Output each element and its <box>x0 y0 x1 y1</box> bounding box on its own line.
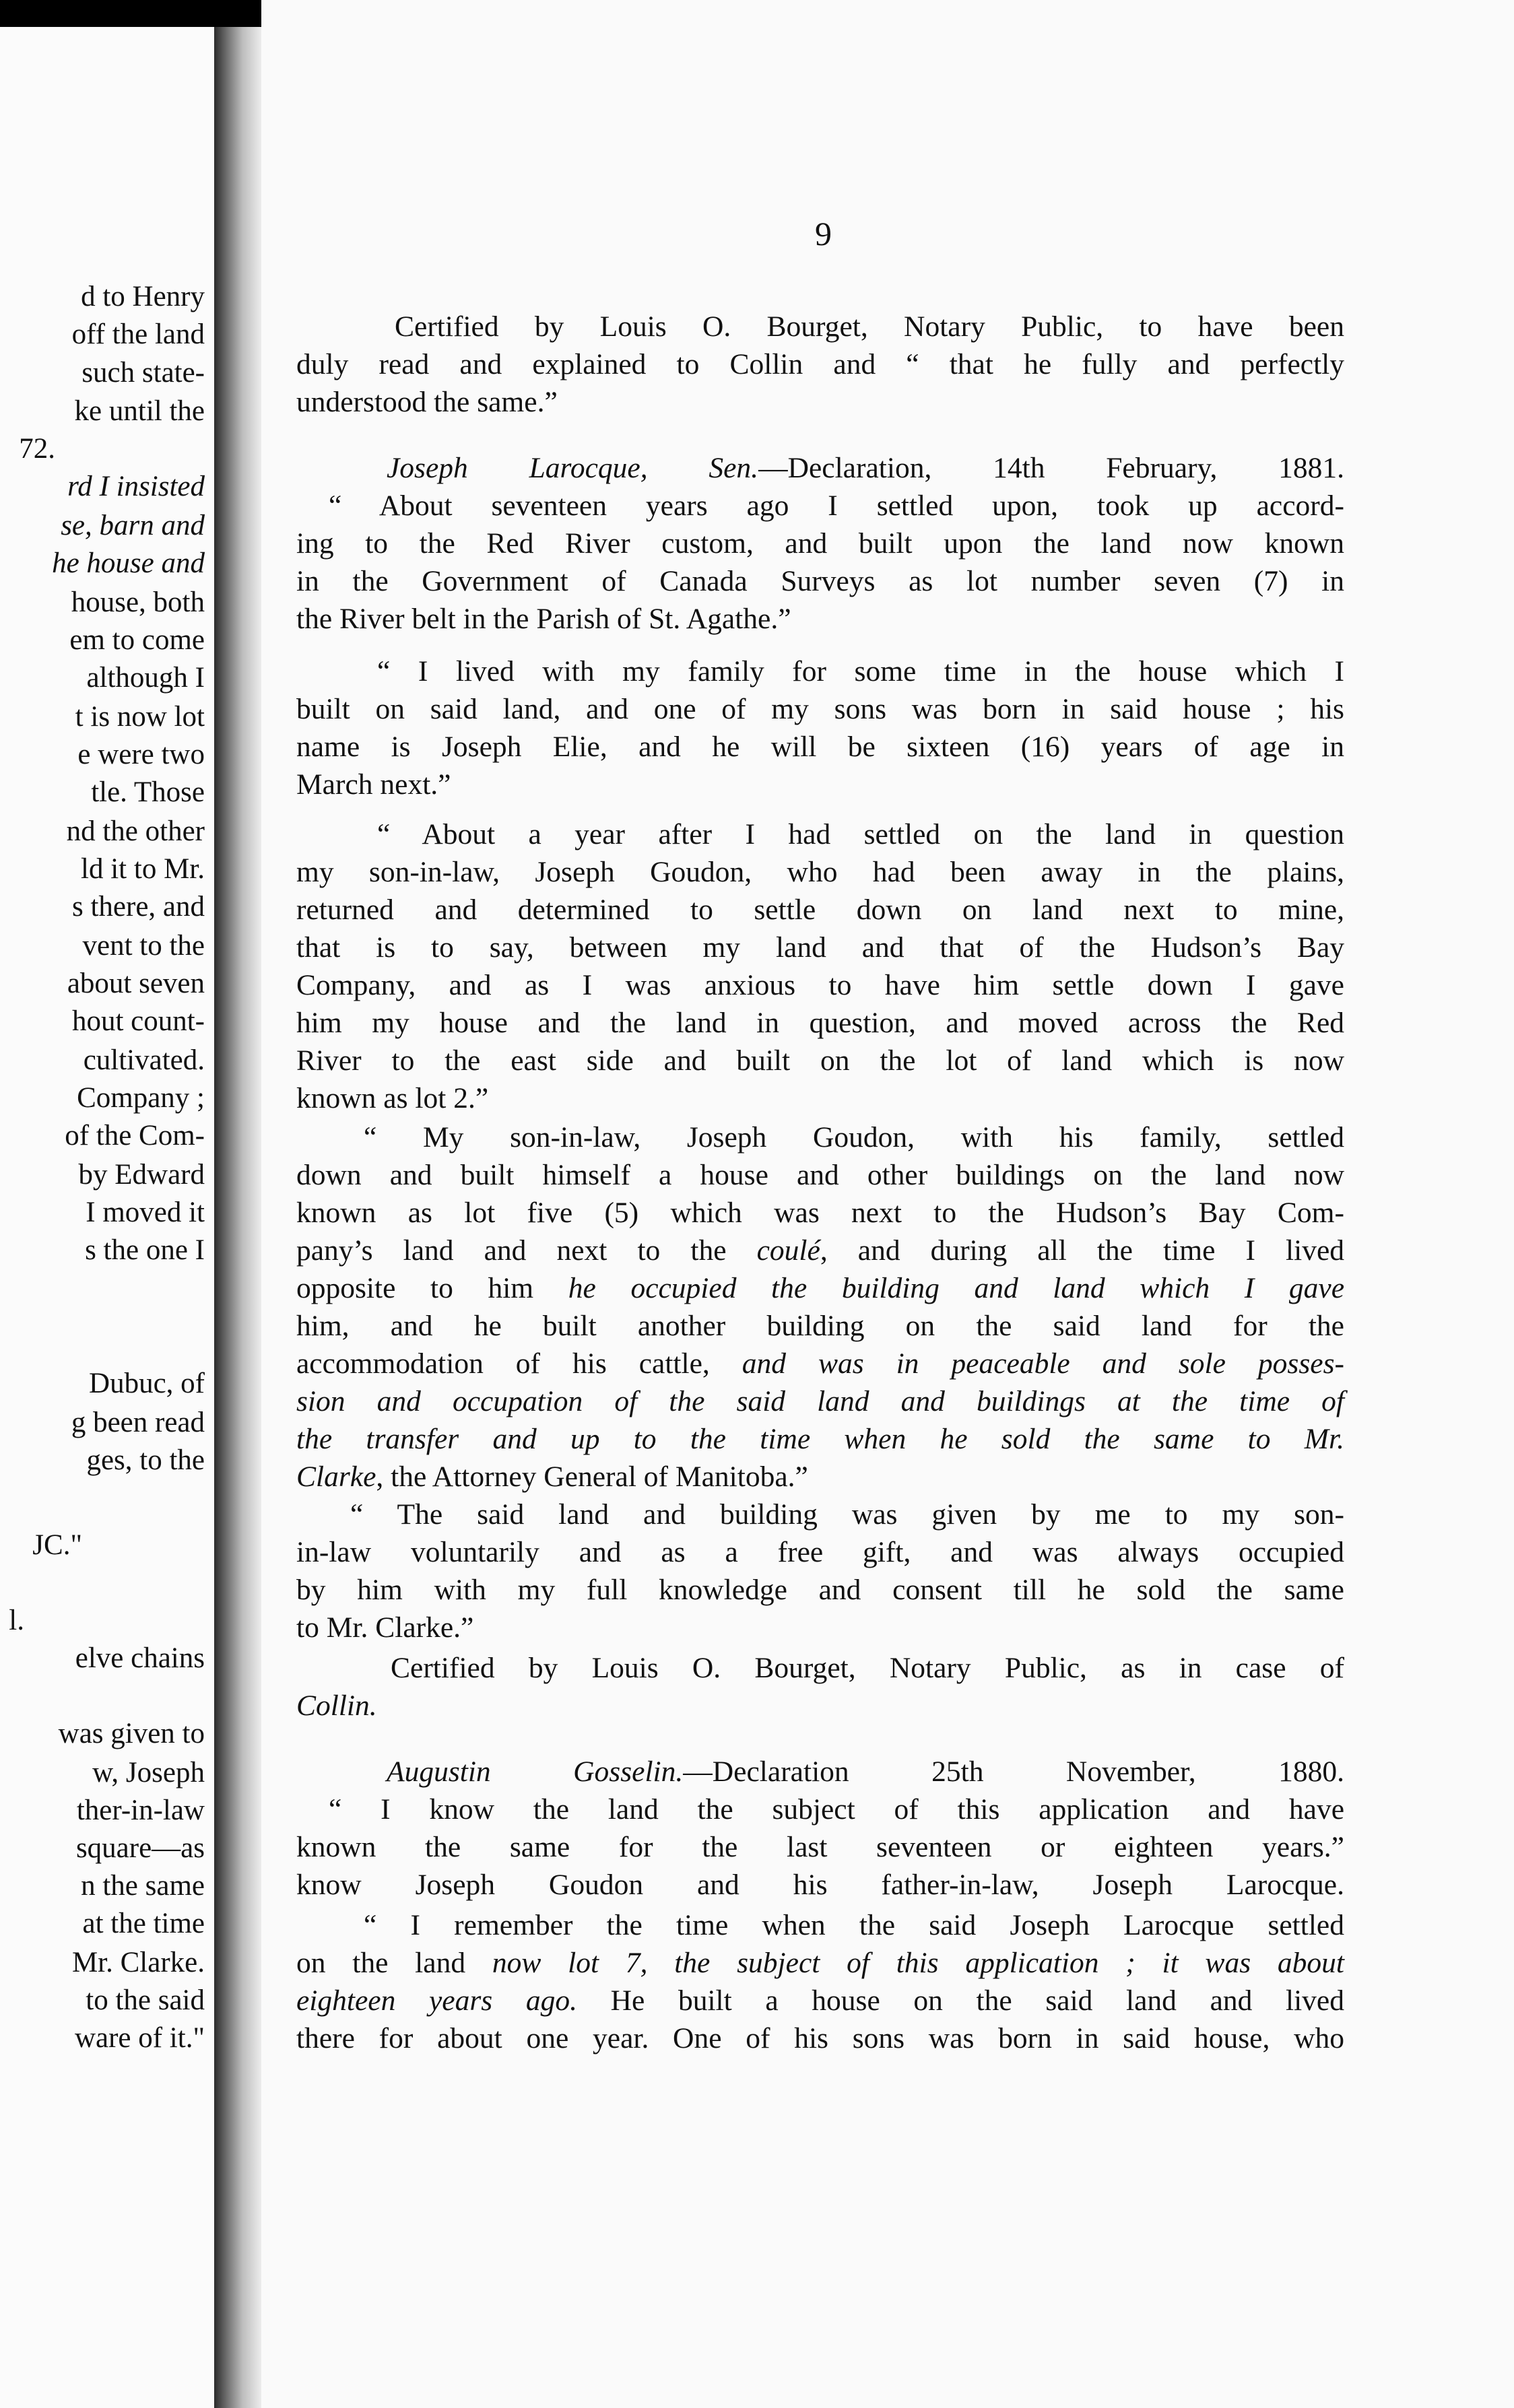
left-line: ke until the <box>74 395 205 427</box>
declaration-date: —Declaration 25th November, 1880. <box>683 1755 1344 1788</box>
text-line <box>296 1982 1344 2019</box>
left-line: ld it to Mr. <box>81 853 205 885</box>
text-line: sion and occupation of the said land and buildings at the time of <box>296 1385 1344 1417</box>
text-run: Clarke <box>296 1461 376 1493</box>
left-line: JC." <box>32 1529 82 1561</box>
text-run: on the land <box>296 1947 492 1979</box>
left-line: Dubuc, of <box>89 1368 205 1399</box>
left-line: although I <box>86 662 205 694</box>
text-line: to Mr. Clarke.” <box>296 1611 474 1644</box>
text-line: known the same for the last seventeen or eighteen years.” <box>296 1831 1344 1863</box>
text-line: by him with my full knowledge and consent till he sold the same <box>296 1574 1344 1606</box>
text-line: my son-in-law, Joseph Goudon, who had been away in the plains, <box>296 856 1344 888</box>
text-run: accommodation of his cattle, <box>296 1347 742 1380</box>
left-line: he house and <box>52 547 205 579</box>
book-gutter <box>214 27 261 2408</box>
text-line: down and built himself a house and other buildings on the land now <box>296 1159 1344 1191</box>
text-line: Company, and as I was anxious to have him settle down I gave <box>296 969 1344 1001</box>
text-line: March next.” <box>296 768 451 801</box>
text-line: ing to the Red River custom, and built upon the land now known <box>296 527 1344 560</box>
left-line: Company ; <box>77 1082 205 1114</box>
text-line: “ I lived with my family for some time in the house which I <box>377 655 1344 688</box>
left-line: d to Henry <box>81 281 205 312</box>
text-run: eighteen years ago. <box>296 1984 577 2017</box>
text-line: in the Government of Canada Surveys as lot number seven (7) in <box>296 565 1344 597</box>
declarant-name: Joseph Larocque, Sen. <box>387 452 759 484</box>
left-line: hout count- <box>71 1005 205 1037</box>
text-line: the River belt in the Parish of St. Agathe.” <box>296 603 791 635</box>
left-line: em to come <box>69 624 205 656</box>
text-line: understood the same.” <box>296 386 558 418</box>
text-line: him, and he built another building on the said land for the <box>296 1310 1344 1342</box>
text-line: known as lot five (5) which was next to the Hudson’s Bay Com- <box>296 1197 1344 1229</box>
text-run: , and during all the time I lived <box>820 1234 1344 1267</box>
text-line: know Joseph Goudon and his father-in-law, Joseph Larocque. <box>296 1869 1344 1901</box>
text-run: He built a house on the said land and lived <box>577 1984 1344 2017</box>
left-line: vent to the <box>82 930 205 962</box>
text-line: built on said land, and one of my sons was born in said house ; his <box>296 693 1344 725</box>
text-line: returned and determined to settle down on land next to mine, <box>296 894 1344 926</box>
left-line: s the one I <box>85 1234 205 1266</box>
text-run: now lot 7, the subject of this application ; it was about <box>492 1947 1344 1979</box>
left-line: Mr. Clarke. <box>71 1947 205 1978</box>
left-line: e were two <box>77 739 205 770</box>
text-line: in-law voluntarily and as a free gift, and was always occupied <box>296 1536 1344 1568</box>
left-line: tle. Those <box>91 776 205 808</box>
text-run: and was in peaceable and sole posses- <box>742 1347 1344 1380</box>
left-line: ware of it." <box>74 2022 205 2054</box>
text-run: coulé <box>756 1234 820 1267</box>
text-run: pany’s land and next to the <box>296 1234 757 1267</box>
left-line: l. <box>9 1605 24 1636</box>
left-line: to the said <box>86 1984 205 2016</box>
text-line: “ My son-in-law, Joseph Goudon, with his family, settled <box>364 1121 1344 1153</box>
left-line: square—as <box>75 1832 205 1864</box>
left-line: g been read <box>71 1407 205 1438</box>
left-line: ges, to the <box>86 1444 205 1476</box>
text-line <box>296 1459 1344 1495</box>
text-line <box>387 450 1344 486</box>
declarant-name: Augustin Gosselin. <box>387 1755 684 1788</box>
left-line: of the Com- <box>65 1120 205 1151</box>
left-line: at the time <box>82 1908 205 1939</box>
text-line: there for about one year. One of his sons was born in said house, who <box>296 2022 1344 2054</box>
text-line: River to the east side and built on the lot of land which is now <box>296 1044 1344 1077</box>
text-line: “ About a year after I had settled on the land in question <box>377 818 1344 850</box>
left-page-fragment <box>0 27 214 2408</box>
left-line: by Edward <box>78 1159 205 1191</box>
left-line: s there, and <box>71 891 205 923</box>
left-line: about seven <box>67 968 205 999</box>
left-line: nd the other <box>66 815 205 847</box>
left-line: w, Joseph <box>92 1757 205 1788</box>
left-line: n the same <box>81 1870 205 1902</box>
left-line: rd I insisted <box>67 471 205 502</box>
left-line: ther-in-law <box>76 1795 205 1826</box>
text-line: the transfer and up to the time when he sold the same to Mr. <box>296 1423 1344 1455</box>
left-line: was given to <box>58 1718 205 1749</box>
text-run: , the Attorney General of Manitoba.” <box>376 1461 808 1493</box>
left-line: t is now lot <box>75 701 205 733</box>
text-line: name is Joseph Elie, and he will be sixteen (16) years of age in <box>296 731 1344 763</box>
text-line <box>296 1945 1344 1981</box>
text-line <box>387 1753 1344 1790</box>
text-line: Collin. <box>296 1690 377 1722</box>
page-number: 9 <box>815 215 832 253</box>
text-line: that is to say, between my land and that of the Hudson’s Bay <box>296 931 1344 964</box>
left-line: off the land <box>71 319 205 350</box>
text-line: “ The said land and building was given by me to my son- <box>350 1498 1344 1531</box>
text-line: “ I remember the time when the said Joseph Larocque settled <box>364 1909 1344 1941</box>
text-run: opposite to him <box>296 1272 568 1304</box>
left-line: I moved it <box>86 1197 205 1228</box>
text-line: Certified by Louis O. Bourget, Notary Public, as in case of <box>391 1652 1344 1684</box>
text-line: duly read and explained to Collin and “ that he fully and perfectly <box>296 348 1344 380</box>
text-line: “ I know the land the subject of this application and have <box>329 1793 1344 1826</box>
declaration-date: —Declaration, 14th February, 1881. <box>758 452 1344 484</box>
left-line: such state- <box>81 357 205 389</box>
text-line: him my house and the land in question, and moved across the Red <box>296 1007 1344 1039</box>
text-line <box>296 1345 1344 1382</box>
text-line: known as lot 2.” <box>296 1082 489 1114</box>
text-line <box>296 1270 1344 1306</box>
text-line: Certified by Louis O. Bourget, Notary Public, to have been <box>395 310 1344 343</box>
left-line: house, both <box>71 587 205 618</box>
left-line: elve chains <box>75 1642 205 1674</box>
left-line: se, barn and <box>61 510 205 541</box>
left-line: cultivated. <box>83 1044 205 1076</box>
text-line: “ About seventeen years ago I settled upon, took up accord- <box>329 490 1344 522</box>
left-line: 72. <box>19 433 55 465</box>
text-line <box>296 1232 1344 1269</box>
text-run: he occupied the building and land which I gave <box>568 1272 1344 1304</box>
